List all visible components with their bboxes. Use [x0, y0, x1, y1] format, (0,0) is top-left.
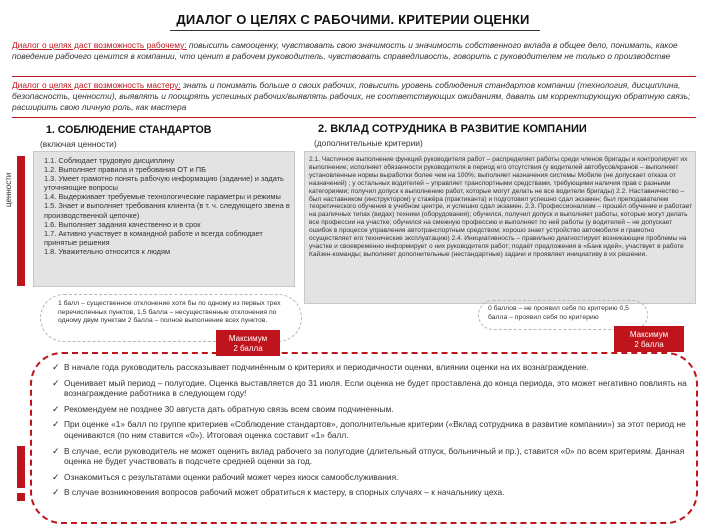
contribution-subheading: (дополнительные критерии) — [314, 138, 423, 148]
list-item — [52, 446, 688, 467]
contribution-scoring-note: 0 баллов – не проявил себя по критерию 0,5 балла – проявил себя по критерию — [488, 305, 629, 321]
rule-text: Рекомендуем не позднее 30 августа дать обратную связь всем своим подчиненным. — [64, 403, 394, 414]
list-item: 1.5. Знает и выполняет требования клиента (в т. ч. следующего звена в производственной цепочке) — [44, 201, 290, 220]
list-item — [52, 487, 688, 498]
list-item — [52, 362, 688, 373]
list-item: 1.3. Умеет грамотно понять рабочую информацию (задание) и задать уточняющие вопросы — [44, 174, 284, 193]
check-icon: ✓ — [52, 377, 60, 388]
intro-worker — [12, 40, 696, 62]
contribution-heading: 2. ВКЛАД СОТРУДНИКА В РАЗВИТИЕ КОМПАНИИ — [318, 123, 587, 135]
list-item: 1.7. Активно участвует в командной работе и всегда соблюдает принятые решения — [44, 228, 263, 247]
page-title: ДИАЛОГ О ЦЕЛЯХ С РАБОЧИМИ. КРИТЕРИИ ОЦЕНКИ — [176, 12, 530, 27]
standards-scoring-note: 1 балл – существенное отклонение хотя бы по одному из первых трех перечисленных пунктов, 1,5 балла – несущественные отклонения по одному двум пунктам 2 балла – полное выполнение всех пунктов. — [58, 300, 281, 324]
list-item — [52, 404, 688, 415]
rule-text: Оценивает мый период – полугодие. Оценка выставляется до 31 июля. Если оценка не будет проставлена до конца периода, это может негативно повлиять на вознаграждение работника в следующем году! — [64, 377, 687, 399]
check-icon: ✓ — [52, 403, 60, 414]
list-item: 1.8. Уважительно относится к людям — [44, 246, 171, 256]
rule-text: Ознакомиться с результатами оценки рабочий может через киоск самообслуживания. — [64, 471, 399, 482]
list-item — [52, 472, 688, 483]
max-value: 2 балла — [233, 344, 263, 353]
check-icon: ✓ — [52, 471, 60, 482]
check-icon: ✓ — [52, 445, 60, 456]
values-marker — [17, 156, 25, 286]
check-icon: ✓ — [52, 487, 60, 498]
contribution-max-badge — [614, 326, 684, 352]
divider — [12, 117, 696, 118]
list-item — [52, 378, 688, 399]
rules-checklist — [52, 362, 688, 503]
list-item — [52, 419, 688, 440]
intro-worker-lead: Диалог о целях даст возможность рабочему: — [12, 40, 187, 50]
rule-text: В случае возникновения вопросов рабочий может обратиться к мастеру, в спорных случаях – к начальнику цеха. — [64, 487, 505, 498]
intro-worker-text: повысить самооценку, чувствовать свою значимость и значимость собственного вклада в общее дело, понимать, какое поведение рабочего ценится в компании, что ценит в рабочем руководитель, чувствовать справедливость, говорить с руководителем не только о производстве — [12, 40, 678, 61]
rule-text: При оценке «1» балл по группе критериев «Соблюдение стандартов», дополнительные критерии («Вклад сотрудника в развитие компании») за этот период не оцениваются (по ним ставится «0»). Итоговая оценка составит «1» балл. — [64, 419, 686, 440]
intro-master-text: знать и понимать больше о своих рабочих, повысить уровень соблюдения стандартов компании (технология, дисциплина, безопасность, ценности), выявлять и поощрять успешных рабочих/выявлять рабочих, не соответствующих ожиданиям, давать им корректирующую обратную связь; расширить свою личную роль, как мастера — [12, 80, 691, 112]
rule-text: В случае, если руководитель не может оценить вклад рабочего за полугодие (длительный отпуск, больничный и пр.), ставится «0» по всем критериям. Данная оценка не будет участвовать в подсчете средней оценки за год. — [64, 445, 685, 467]
intro-master — [12, 80, 696, 113]
list-item: 1.4. Выдерживает требуемые технологические параметры и режимы — [44, 192, 281, 202]
rule-text: В начале года руководитель рассказывает подчинённым о критериях и периодичности оценки, влиянии оценки на их вознаграждение. — [64, 362, 589, 372]
contribution-text: 2.1. Частичное выполнение функций руководителя работ – распределяет работы среди членов бригады и контролирует их выполнение; исполняет обязанности руководителя в период его отсутствия (у водителей автобусов/кранов – выполняет установленные нормы выработки более чем на 100%; выполняет назначения системы Мобиле (не допускает отказа от назначений) ; у остальных водителей – управляет транспортными средствами, требующими наличия прав с разными категориями; получил допуск к выполнению работ, которые могут делать не все водители бригады) 2.2. Наставничество – был наставником (инструктором) у стажёра (практиканта) и подготовил успешно сдал экзамен; был преподавателем теоретического обучения в учебном центре, и успешно сдал экзамен. 2.3. Профессионализм – прошёл обучение и работает на различных типах (видах) техники (оборудования); обучился, получил допуск и выполняет работы, которые могут делать все профессии на участке; обучился на смежную профессию и выполняет по ней работы (у водителей – не допускает ошибок в процессе управления автотранспортным средством; хорошо знает устройство автомобиля и грамотно осуществляет его технические эксплуатацию) 2.4. Инициативность – правильно диагностирует возникающие проблемы на участке и своевременно информирует о них руководителя работ; подаёт предложения в «Банк идей», участвует в работе Кайзен-команды; выполняет дополнительные (нестандартные) задачи и проявляет инициативу в их решении. — [309, 156, 693, 258]
standards-panel — [33, 151, 295, 287]
intro-master-lead: Диалог о целях даст возможность мастеру: — [12, 80, 181, 90]
max-label: Максимум — [629, 330, 669, 339]
values-label: ценности — [4, 172, 13, 207]
max-label: Максимум — [228, 334, 268, 343]
list-item: 1.1. Соблюдает трудовую дисциплину — [44, 156, 175, 165]
exclamation-icon — [14, 446, 28, 502]
standards-list — [42, 156, 290, 256]
divider — [12, 76, 696, 77]
standards-heading: 1. СОБЛЮДЕНИЕ СТАНДАРТОВ — [46, 124, 212, 136]
contribution-panel — [304, 151, 696, 304]
title-underline — [170, 30, 540, 31]
check-icon: ✓ — [52, 362, 60, 372]
standards-subheading: (включая ценности) — [40, 139, 117, 149]
list-item: 1.2. Выполняет правила и требования ОТ и ПБ — [44, 165, 206, 175]
max-value: 2 балла — [634, 340, 664, 349]
check-icon: ✓ — [52, 419, 60, 430]
list-item: 1.6. Выполняет задания качественно и в срок — [44, 219, 201, 229]
